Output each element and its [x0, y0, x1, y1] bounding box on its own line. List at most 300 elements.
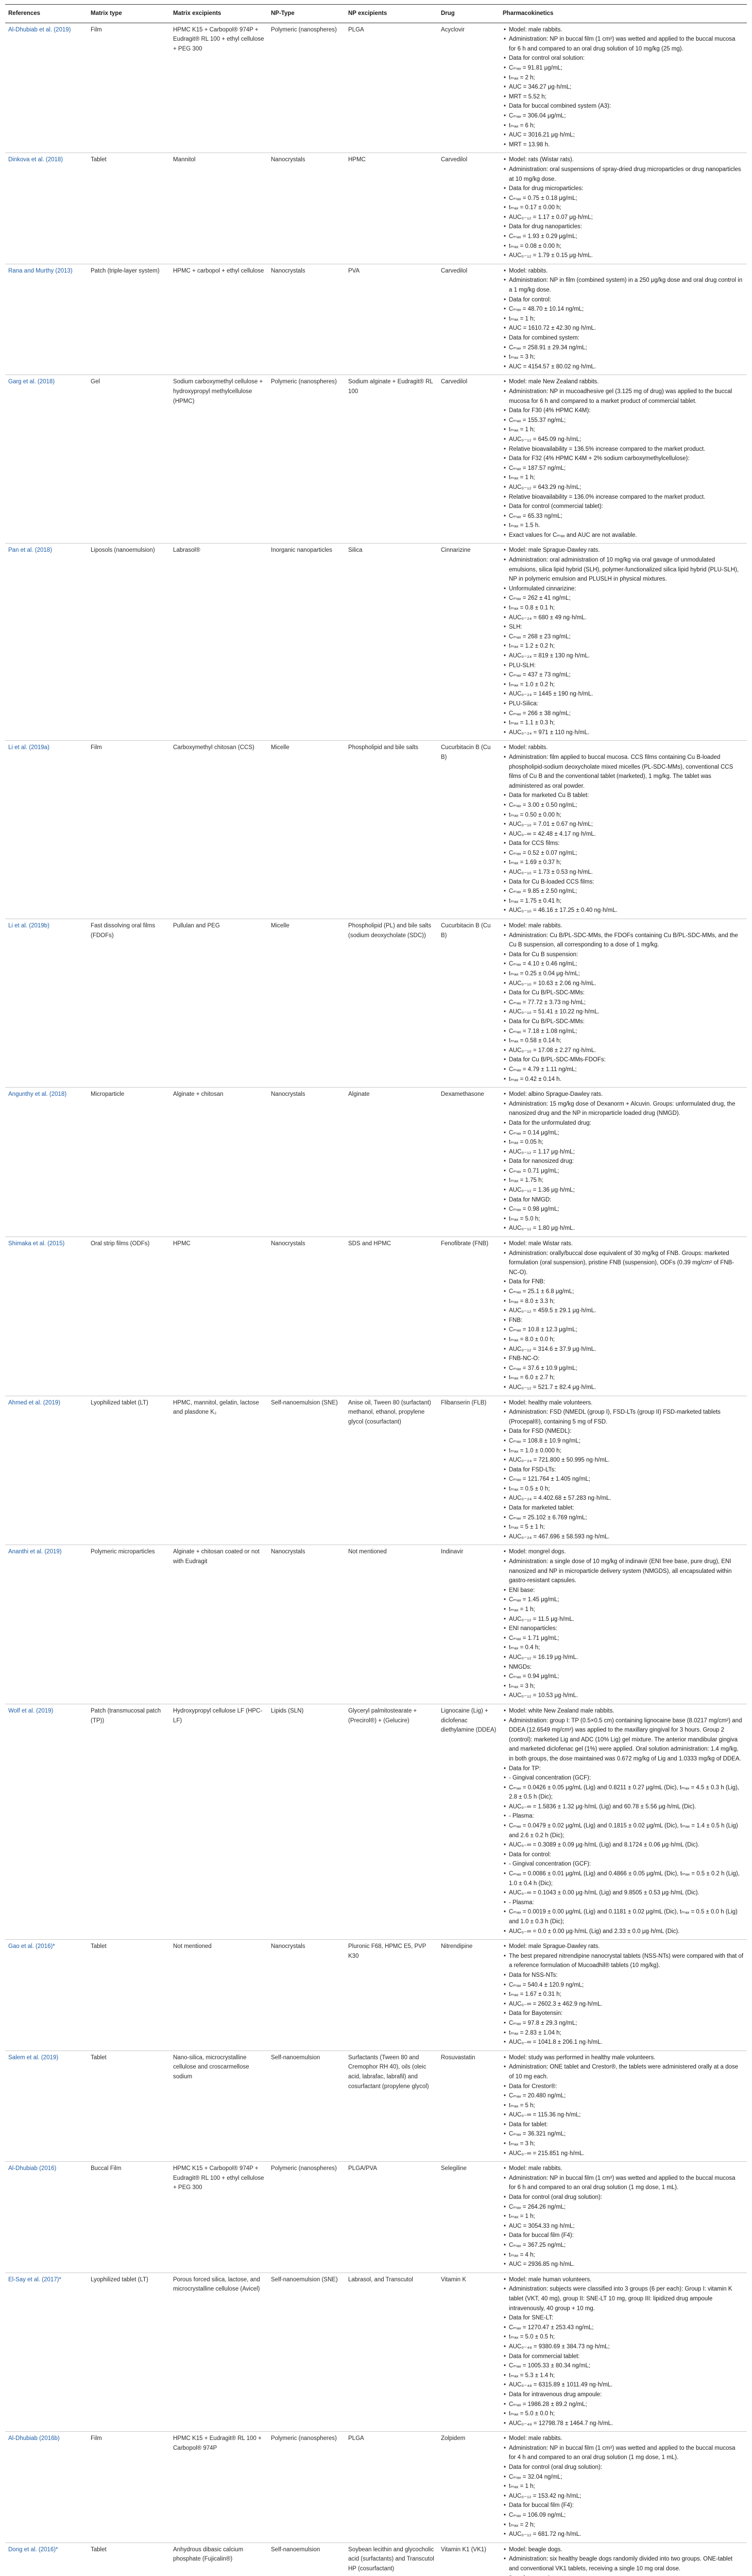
- pharmacokinetics-item: • AUC₀₋∞ = 1041.8 ± 206.1 ng·h/mL.: [503, 2038, 744, 2047]
- pharmacokinetics-item: • Data for control (oral drug solution):: [503, 2193, 744, 2202]
- np-type-cell: Nanocrystals: [268, 1545, 345, 1704]
- pharmacokinetics-item: • AUC₀₋₁₂ = 153.42 ng·h/mL;: [503, 2492, 744, 2501]
- pharmacokinetics-item: • Cₘₐₓ = 0.0086 ± 0.01 μg/mL (Lig) and 0.4866 ± 0.05 μg/mL (Dic), tₘₐₓ = 0.5 ± 0.2 h (Lig), 1.0 ± 0.4 h (Dic);: [503, 1869, 744, 1888]
- pharmacokinetics-item: • Data for marketed Cu B tablet:: [503, 791, 744, 801]
- pharmacokinetics-item: • Cₘₐₓ = 187.57 ng/mL;: [503, 464, 744, 473]
- matrix-excipients-cell: Anhydrous dibasic calcium phosphate (Fujicalin®): [170, 2543, 268, 2576]
- pharmacokinetics-item: • AUC₀₋₄₈ = 6315.89 ± 1011.49 ng·h/mL.: [503, 2380, 744, 2390]
- pharmacokinetics-cell: [500, 264, 747, 375]
- pharmacokinetics-item: • Model: healthy male volunteers.: [503, 1398, 744, 1408]
- pharmacokinetics-item: • Relative bioavailability = 136.0% increase compared to the market product.: [503, 493, 744, 502]
- np-excipients-cell: Soybean lecithin and glycocholic acid (surfactants) and Transcutol HP (cosurfactant): [345, 2543, 438, 2576]
- pharmacokinetics-item: • - Plasma:: [503, 1898, 744, 1908]
- drug-cell: Cinnarizine: [438, 544, 500, 741]
- drug-cell: Acyclovir: [438, 23, 500, 153]
- pharmacokinetics-cell: [500, 1704, 747, 1939]
- pharmacokinetics-item: • Cₘₐₓ = 0.98 μg/mL;: [503, 1205, 744, 1214]
- np-excipients-cell: PLGA: [345, 23, 438, 153]
- pharmacokinetics-item: • AUC₀₋₁₂ = 521.7 ± 82.4 μg·h/mL.: [503, 1383, 744, 1393]
- pharmacokinetics-list: [503, 2434, 744, 2539]
- pharmacokinetics-item: • Cₘₐₓ = 106.09 ng/mL;: [503, 2511, 744, 2520]
- pharmacokinetics-cell: [500, 23, 747, 153]
- table-header: [5, 5, 747, 23]
- pharmacokinetics-item: • Administration: a single dose of 10 mg/kg of indinavir (ENI free base, pure drug), ENI nanosized and NP in microparticle delivery system (NMGDS), all encapsulated within gastro-resistant capsules.: [503, 1557, 744, 1586]
- table-row: [5, 1704, 747, 1939]
- pharmacokinetics-item: • Model: rats (Wistar rats).: [503, 155, 744, 165]
- pharmacokinetics-item: • AUC₀₋₂₄ = 819 ± 130 ng·h/mL.: [503, 651, 744, 661]
- drug-cell: Nitrendipine: [438, 1940, 500, 2051]
- np-type-cell: Self-nanoemulsion (SNE): [268, 1396, 345, 1545]
- pharmacokinetics-item: • tₘₐₓ = 0.25 ± 0.04 μg·h/mL;: [503, 969, 744, 979]
- table-body: [5, 23, 747, 2576]
- pharmacokinetics-item: • Cₘₐₓ = 0.52 ± 0.07 ng/mL;: [503, 849, 744, 858]
- pharmacokinetics-item: • AUC₀₋₁₂ = 10.53 μg·h/mL.: [503, 1691, 744, 1701]
- pharmacokinetics-item: • Cₘₐₓ = 1.45 μg/mL;: [503, 1595, 744, 1605]
- drug-cell: Cucurbitacin B (Cu B): [438, 741, 500, 919]
- pharmacokinetics-list: [503, 1239, 744, 1393]
- pharmacokinetics-item: • Data for Cu B-loaded CCS films:: [503, 877, 744, 887]
- pharmacokinetics-item: • Data for FSD-LTs:: [503, 1465, 744, 1475]
- matrix-type-cell: Microparticle: [88, 1088, 170, 1237]
- table-row: [5, 153, 747, 264]
- pharmacokinetics-item: • Model: male Wistar rats.: [503, 1239, 744, 1249]
- pharmacokinetics-list: [503, 921, 744, 1084]
- pharmacokinetics-item: • AUC = 4154.57 ± 80.02 ng·h/mL.: [503, 362, 744, 372]
- pharmacokinetics-item: • Administration: NP in buccal film (1 cm²) was wetted and applied to the buccal mucosa for 4 h and compared to an oral drug solution (1 mg dose, 1 mL).: [503, 2444, 744, 2463]
- reference-cell[interactable]: Li et al. (2019b): [5, 919, 88, 1088]
- pharmacokinetics-item: • Model: male New Zealand rabbits.: [503, 377, 744, 387]
- reference-cell[interactable]: Shimaka et al. (2015): [5, 1237, 88, 1396]
- pharmacokinetics-item: • AUC₀₋₄₈ = 12798.78 ± 1464.7 ng·h/mL.: [503, 2419, 744, 2429]
- np-excipients-cell: SDS and HPMC: [345, 1237, 438, 1396]
- pharmacokinetics-cell: [500, 1545, 747, 1704]
- pharmacokinetics-item: • Cₘₐₓ = 266 ± 38 ng/mL;: [503, 709, 744, 719]
- pharmacokinetics-item: • AUC₀₋₁₂ = 645.09 ng·h/mL;: [503, 435, 744, 445]
- pharmacokinetics-item: • Data for F32 (4% HPMC K4M + 2% sodium carboxymethylcellulose):: [503, 454, 744, 464]
- pharmacokinetics-item: • tₘₐₓ = 2 h;: [503, 2520, 744, 2530]
- pharmacokinetics-list: [503, 1706, 744, 1936]
- pharmacokinetics-item: • NMGDs:: [503, 1663, 744, 1672]
- np-excipients-cell: PVA: [345, 264, 438, 375]
- np-excipients-cell: Not mentioned: [345, 1545, 438, 1704]
- pharmacokinetics-item: • Model: albino Sprague-Dawley rats.: [503, 1090, 744, 1099]
- matrix-excipients-cell: Carboxymethyl chitosan (CCS): [170, 741, 268, 919]
- pharmacokinetics-cell: [500, 544, 747, 741]
- np-type-cell: Polymeric (nanospheres): [268, 2432, 345, 2543]
- pharmacokinetics-item: • AUC₀₋₁₀ = 46.16 ± 17.25 ± 0.40 ng·h/mL.: [503, 906, 744, 916]
- np-excipients-cell: Labrasol, and Transcutol: [345, 2273, 438, 2432]
- pharmacokinetics-item: • Administration: oral suspensions of spray-dried drug microparticles or drug nanoparticles at 10 mg/kg dose.: [503, 165, 744, 184]
- reference-cell[interactable]: Al-Dhubiab (2016b): [5, 2432, 88, 2543]
- pharmacokinetics-item: • Administration: film applied to buccal mucosa. CCS films containing Cu B-loaded phospholipid-sodium deoxycholate mixed micelles (PL-SDC-MMs), conventional CCS films of Cu B and the conventional tablet (marketed), 1 mg/kg. The tablet was administered as oral powder.: [503, 753, 744, 791]
- reference-cell[interactable]: Gao et al. (2016)*: [5, 1940, 88, 2051]
- pharmacokinetics-item: • Cₘₐₓ = 262 ± 41 ng/mL;: [503, 594, 744, 603]
- matrix-type-cell: Tablet: [88, 2543, 170, 2576]
- pharmacokinetics-cell: [500, 2543, 747, 2576]
- pharmacokinetics-item: • AUC₀₋₁₀ = 10.63 ± 2.06 ng·h/mL.: [503, 979, 744, 989]
- pharmacokinetics-item: • Cₘₐₓ = 268 ± 23 ng/mL;: [503, 632, 744, 642]
- pharmacokinetics-item: • AUC₀₋₁₂ = 459.5 ± 29.1 μg·h/mL.: [503, 1306, 744, 1316]
- table-row: [5, 264, 747, 375]
- pharmacokinetics-item: • Data for NSS-NTs:: [503, 1971, 744, 1980]
- pharmacokinetics-list: [503, 25, 744, 150]
- pharmacokinetics-item: • Administration: six healthy beagle dogs randomly divided into two groups. ONE-tablet and conventional VK1 tablets, receiving a single 10 mg oral dose.: [503, 2554, 744, 2573]
- pharmacokinetics-list: [503, 2053, 744, 2159]
- drug-cell: Flibanserin (FLB): [438, 1396, 500, 1545]
- matrix-excipients-cell: Pullulan and PEG: [170, 919, 268, 1088]
- table-row: [5, 2050, 747, 2162]
- pharmacokinetics-item: • Cₘₐₓ = 540.4 ± 120.9 ng/mL;: [503, 1980, 744, 1990]
- pharmacokinetics-list: [503, 546, 744, 737]
- table-row: [5, 919, 747, 1088]
- pharmacokinetics-item: • Cₘₐₓ = 0.0019 ± 0.00 μg/mL (Lig) and 0.1181 ± 0.02 μg/mL (Dic), tₘₐₓ = 0.5 ± 0.0 h (Lig) and 1.0 ± 0.3 h (Dic);: [503, 1907, 744, 1926]
- pharmacokinetics-item: • Cₘₐₓ = 77.72 ± 3.73 ng·h/mL;: [503, 998, 744, 1008]
- pharmacokinetics-cell: [500, 741, 747, 919]
- np-excipients-cell: PLGA/PVA: [345, 2162, 438, 2273]
- np-excipients-cell: Pluronic F68, HPMC E5, PVP K30: [345, 1940, 438, 2051]
- np-type-cell: Nanocrystals: [268, 1088, 345, 1237]
- pharmacokinetics-item: • AUC₀₋∞ = 215.851 ng·h/mL.: [503, 2149, 744, 2159]
- matrix-excipients-cell: Alginate + chitosan coated or not with Eudragit: [170, 1545, 268, 1704]
- pharmacokinetics-item: • tₘₐₓ = 6 h;: [503, 121, 744, 131]
- pharmacokinetics-item: • Relative bioavailability = 136.5% increase compared to the market product.: [503, 445, 744, 454]
- pharmacokinetics-item: • Data for buccal combined system (A3):: [503, 101, 744, 111]
- pharmacokinetics-item: • Data for drug microparticles:: [503, 184, 744, 194]
- pharmacokinetics-list: [503, 2545, 744, 2576]
- pharmacokinetics-item: • Cₘₐₓ = 0.0426 ± 0.05 μg/mL (Lig) and 0.8211 ± 0.27 μg/mL (Dic), tₘₐₓ = 4.5 ± 0.3 h (Lig), 2.8 ± 0.5 h (Dic);: [503, 1783, 744, 1802]
- pharmacokinetics-item: • Model: male rabbits.: [503, 2434, 744, 2444]
- pharmacokinetics-item: • tₘₐₓ = 6.0 ± 2.7 h;: [503, 1373, 744, 1383]
- pharmacokinetics-cell: [500, 375, 747, 544]
- pharmacokinetics-item: • AUC₀₋∞ = 42.48 ± 4.17 ng·h/mL.: [503, 829, 744, 839]
- drug-cell: Dexamethasone: [438, 1088, 500, 1237]
- pharmacokinetics-item: • Cₘₐₓ = 1005.33 ± 80.34 ng/mL;: [503, 2361, 744, 2371]
- matrix-type-cell: Lyophilized tablet (LT): [88, 2273, 170, 2432]
- pharmacokinetics-item: • Cₘₐₓ = 264.26 ng/mL;: [503, 2202, 744, 2212]
- pharmacokinetics-item: • AUC₀₋∞ = 0.1043 ± 0.00 μg·h/mL (Lig) and 9.8505 ± 0.53 μg·h/mL (Dic).: [503, 1888, 744, 1898]
- pharmacokinetics-item: • tₘₐₓ = 0.4 h;: [503, 1643, 744, 1653]
- pharmacokinetics-item: • Cₘₐₓ = 4.10 ± 0.46 ng/mL;: [503, 959, 744, 969]
- reference-cell[interactable]: Ahmed et al. (2019): [5, 1396, 88, 1545]
- drug-cell: Selegiline: [438, 2162, 500, 2273]
- pharmacokinetics-item: • Cₘₐₓ = 0.71 μg/mL;: [503, 1166, 744, 1176]
- pharmacokinetics-cell: [500, 2273, 747, 2432]
- np-type-cell: Nanocrystals: [268, 153, 345, 264]
- pharmacokinetics-item: • tₘₐₓ = 5 ± 1 h;: [503, 1522, 744, 1532]
- pharmacokinetics-item: • tₘₐₓ = 3 h;: [503, 352, 744, 362]
- pharmacokinetics-item: • Data for nanosized drug:: [503, 1157, 744, 1166]
- pharmacokinetics-cell: [500, 153, 747, 264]
- pharmacokinetics-item: • Cₘₐₓ = 36.321 ng/mL;: [503, 2129, 744, 2139]
- header-pharmacokinetics: Pharmacokinetics: [500, 5, 747, 23]
- table-row: [5, 544, 747, 741]
- matrix-type-cell: Fast dissolving oral films (FDOFs): [88, 919, 170, 1088]
- pharmacokinetics-item: • AUC₀₋₁₂ = 1.17 ± 0.07 μg·h/mL;: [503, 213, 744, 223]
- pharmacokinetics-item: • Data for Crestor®:: [503, 2082, 744, 2092]
- pharmacokinetics-item: • Data for CCS films:: [503, 839, 744, 849]
- pharmacokinetics-item: • tₘₐₓ = 2 h;: [503, 73, 744, 83]
- pharmacokinetics-item: • tₘₐₓ = 0.8 ± 0.1 h;: [503, 603, 744, 613]
- pharmacokinetics-item: • Cₘₐₓ = 306.04 μg/mL;: [503, 111, 744, 121]
- pharmacokinetics-item: • ENI base:: [503, 1586, 744, 1596]
- pharmacokinetics-item: • tₘₐₓ = 1 h;: [503, 314, 744, 324]
- pharmacokinetics-item: • Data for combined system:: [503, 333, 744, 343]
- pharmacokinetics-item: • AUC₀₋₁₂ = 314.6 ± 37.9 μg·h/mL.: [503, 1345, 744, 1354]
- pharmacokinetics-item: • Cₘₐₓ = 10.8 ± 12.3 μg/mL;: [503, 1325, 744, 1335]
- pharmacokinetics-item: • AUC₀₋∞ = 2602.3 ± 462.9 ng·h/mL.: [503, 1999, 744, 2009]
- pharmacokinetics-item: • tₘₐₓ = 0.50 ± 0.00 h;: [503, 810, 744, 820]
- reference-cell[interactable]: Ananthi et al. (2019): [5, 1545, 88, 1704]
- table-row: [5, 375, 747, 544]
- matrix-excipients-cell: Not mentioned: [170, 1940, 268, 2051]
- pharmacokinetics-item: • Data for Cu B suspension:: [503, 950, 744, 960]
- pharmacokinetics-item: • FNB:: [503, 1316, 744, 1326]
- pharmacokinetics-item: • Cₘₐₓ = 9.85 ± 2.50 ng/mL;: [503, 887, 744, 896]
- pharmacokinetics-item: • tₘₐₓ = 1.5 h.: [503, 521, 744, 531]
- pharmacokinetics-item: • Cₘₐₓ = 155.37 ng/mL;: [503, 416, 744, 426]
- pharmacokinetics-item: • Unformulated cinnarizine:: [503, 584, 744, 594]
- pharmacokinetics-item: • Data for F30 (4% HPMC K4M):: [503, 406, 744, 416]
- reference-cell[interactable]: Al-Dhubiab et al. (2019): [5, 23, 88, 153]
- pharmacokinetics-item: • Data for buccal film (F4):: [503, 2231, 744, 2241]
- np-type-cell: Micelle: [268, 741, 345, 919]
- matrix-type-cell: Gel: [88, 375, 170, 544]
- pharmacokinetics-item: • PLU-Silica:: [503, 699, 744, 709]
- pharmacokinetics-item: • AUC₀₋₂₄ = 467.696 ± 58.593 ng·h/mL.: [503, 1532, 744, 1542]
- matrix-type-cell: Liposols (nanoemulsion): [88, 544, 170, 741]
- header-matrix-excipients: Matrix excipients: [170, 5, 268, 23]
- pharmacokinetics-item: • tₘₐₓ = 1 h;: [503, 1605, 744, 1615]
- reference-cell[interactable]: Wolf et al. (2019): [5, 1704, 88, 1939]
- pharmacokinetics-item: • Cₘₐₓ = 32.04 ng/mL;: [503, 2472, 744, 2482]
- pharmacokinetics-item: • AUC₀₋₁₂ = 1.79 ± 0.15 μg·h/mL.: [503, 251, 744, 261]
- pharmacokinetics-item: • Cₘₐₓ = 4.79 ± 1.11 ng/mL;: [503, 1065, 744, 1075]
- pharmacokinetics-item: • ENI nanoparticles:: [503, 1624, 744, 1634]
- pharmacokinetics-item: • tₘₐₓ = 5.0 ± 0.0 h;: [503, 2409, 744, 2419]
- pharmacokinetics-item: • tₘₐₓ = 0.42 ± 0.14 h.: [503, 1075, 744, 1084]
- table-row: [5, 1396, 747, 1545]
- pharmacokinetics-item: • Administration: oral administration of 10 mg/kg via oral gavage of unmodulated emulsions, silica lipid hybrid (SLH), polymer-functionalized silica lipid hybrid (PLU-SLH), NP in polymeric emulsion and PLUSLH in physical mixtures.: [503, 555, 744, 584]
- pharmacokinetics-item: • AUC₀₋₂₄ = 971 ± 110 ng·h/mL.: [503, 728, 744, 738]
- pharmacokinetics-item: • AUC₀₋∞ = 0.0 ± 0.00 μg·h/mL (Lig) and 2.33 ± 0.0 μg·h/mL (Dic).: [503, 1927, 744, 1937]
- reference-cell[interactable]: Angunthy et al. (2018): [5, 1088, 88, 1237]
- pharmacokinetics-item: • AUC = 2936.85 ng·h/mL.: [503, 2260, 744, 2269]
- reference-cell[interactable]: Rana and Murthy (2013): [5, 264, 88, 375]
- pharmacokinetics-item: • AUC₀₋₁₂ = 11.5 μg·h/mL.: [503, 1615, 744, 1624]
- pharmacokinetics-item: • Data for marketed tablet:: [503, 1503, 744, 1513]
- np-excipients-cell: Sodium alginate + Eudragit® RL 100: [345, 375, 438, 544]
- matrix-excipients-cell: HPMC K15 + Eudragit® RL 100 + Carbopol® 974P: [170, 2432, 268, 2543]
- matrix-excipients-cell: Sodium carboxymethyl cellulose + hydroxypropyl methylcellulose (HPMC): [170, 375, 268, 544]
- reference-cell[interactable]: Pan et al. (2018): [5, 544, 88, 741]
- header-np-type: NP-Type: [268, 5, 345, 23]
- pharmacokinetics-item: • - Gingival concentration (GCF):: [503, 1859, 744, 1869]
- pharmacokinetics-cell: [500, 2432, 747, 2543]
- pharmacokinetics-item: • Cₘₐₓ = 91.81 μg/mL;: [503, 63, 744, 73]
- pharmacokinetics-list: [503, 1942, 744, 2047]
- np-excipients-cell: Alginate: [345, 1088, 438, 1237]
- pharmacokinetics-item: • Data for the unformulated drug:: [503, 1118, 744, 1128]
- np-type-cell: Nanocrystals: [268, 1940, 345, 2051]
- pharmacokinetics-list: [503, 155, 744, 261]
- np-excipients-cell: PLGA: [345, 2432, 438, 2543]
- pharmacokinetics-item: • Administration: orally/buccal dose equivalent of 30 mg/kg of FNB. Groups: marketed formulation (oral suspension), pristine FNB (suspension), ODFs (0.39 mg/cm² of FNB-NC-O).: [503, 1249, 744, 1278]
- pharmacokinetics-item: • Cₘₐₓ = 108.8 ± 10.9 ng/mL;: [503, 1436, 744, 1446]
- pharmacokinetics-item: • Cₘₐₓ = 25.1 ± 6.8 μg/mL;: [503, 1287, 744, 1297]
- np-type-cell: Polymeric (nanospheres): [268, 2162, 345, 2273]
- pharmacokinetics-item: • tₘₐₓ = 0.17 ± 0.00 h;: [503, 203, 744, 213]
- pharmacokinetics-list: [503, 1090, 744, 1233]
- pharmacokinetics-item: • Data for Cu B/PL-SDC-MMs-FDOFs:: [503, 1055, 744, 1065]
- table-row: [5, 1088, 747, 1237]
- table-row: [5, 2543, 747, 2576]
- reference-cell[interactable]: Salem et al. (2019): [5, 2050, 88, 2162]
- header-matrix-type: Matrix type: [88, 5, 170, 23]
- pharmacokinetics-item: • Cₘₐₓ = 0.75 ± 0.18 μg/mL;: [503, 194, 744, 204]
- pharmacokinetics-item: • AUC₀₋₁₀ = 51.41 ± 10.22 ng·h/mL.: [503, 1007, 744, 1017]
- matrix-excipients-cell: HPMC K15 + Carbopol® 974P + Eudragit® RL 100 + ethyl cellulose + PEG 300: [170, 2162, 268, 2273]
- header-references: References: [5, 5, 88, 23]
- pharmacokinetics-item: • AUC = 3054.33 ng·h/mL;: [503, 2222, 744, 2231]
- pharmacokinetics-item: • Data for drug nanoparticles:: [503, 222, 744, 232]
- drug-cell: Carvedilol: [438, 153, 500, 264]
- matrix-type-cell: Buccal Film: [88, 2162, 170, 2273]
- pharmacokinetics-item: • Data for intravenous drug ampoule:: [503, 2390, 744, 2400]
- pharmacokinetics-item: • AUC₀₋₁₂ = 1.36 μg·h/mL;: [503, 1185, 744, 1195]
- pharmacokinetics-item: • Model: male rabbits.: [503, 25, 744, 35]
- np-type-cell: Micelle: [268, 919, 345, 1088]
- table-row: [5, 2432, 747, 2543]
- pharmacokinetics-cell: [500, 2050, 747, 2162]
- pharmacokinetics-item: • tₘₐₓ = 5.3 ± 1.4 h;: [503, 2371, 744, 2381]
- pharmacokinetics-item: • tₘₐₓ = 0.05 h;: [503, 1138, 744, 1147]
- drug-cell: Carvedilol: [438, 375, 500, 544]
- np-type-cell: Self-nanoemulsion: [268, 2543, 345, 2576]
- pharmacokinetics-item: • tₘₐₓ = 5 h;: [503, 2101, 744, 2111]
- pharmacokinetics-item: • AUC₀₋₂₄ = 1445 ± 190 ng·h/mL.: [503, 689, 744, 699]
- np-excipients-cell: Glyceryl palmitostearate + (Precirol®) + (Gelucire): [345, 1704, 438, 1939]
- pharmacokinetics-item: • Model: white New Zealand male rabbits.: [503, 1706, 744, 1716]
- pharmacokinetics-item: • tₘₐₓ = 1.0 ± 0.000 h;: [503, 1446, 744, 1456]
- pharmacokinetics-cell: [500, 1396, 747, 1545]
- pharmacokinetics-item: • Data for tablet:: [503, 2120, 744, 2130]
- pharmacokinetics-item: • Model: rabbits.: [503, 743, 744, 753]
- pharmacokinetics-item: • Data for Cu B/PL-SDC-MMs:: [503, 988, 744, 998]
- pharmacokinetics-item: • - Plasma:: [503, 1811, 744, 1821]
- np-type-cell: Self-nanoemulsion: [268, 2050, 345, 2162]
- reference-cell[interactable]: El-Say et al. (2017)*: [5, 2273, 88, 2432]
- table-row: [5, 1545, 747, 1704]
- matrix-excipients-cell: HPMC + carbopol + ethyl cellulose: [170, 264, 268, 375]
- drug-cell: Lignocaine (Lig) + diclofenac diethylamine (DDEA): [438, 1704, 500, 1939]
- reference-cell[interactable]: Dong et al. (2016)*: [5, 2543, 88, 2576]
- matrix-type-cell: Lyophilized tablet (LT): [88, 1396, 170, 1545]
- matrix-excipients-cell: Porous forced silica, lactose, and microcrystalline cellulose (Avicel): [170, 2273, 268, 2432]
- pharmacokinetics-item: • tₘₐₓ = 1 h;: [503, 2212, 744, 2222]
- table-row: [5, 1237, 747, 1396]
- matrix-excipients-cell: HPMC, mannitol, gelatin, lactose and plasdone K₂: [170, 1396, 268, 1545]
- drug-cell: Fenofibrate (FNB): [438, 1237, 500, 1396]
- reference-cell[interactable]: Dinkova et al. (2018): [5, 153, 88, 264]
- pharmacokinetics-item: • Data for control:: [503, 295, 744, 305]
- pharmacokinetics-cell: [500, 2162, 747, 2273]
- pharmacokinetics-item: • Administration: NP in film (combined system) in a 250 μg/kg dose and oral drug control in a 1 mg/kg dose.: [503, 276, 744, 295]
- np-type-cell: Nanocrystals: [268, 264, 345, 375]
- pharmacokinetics-item: • Cₘₐₓ = 48.70 ± 10.14 ng/mL;: [503, 304, 744, 314]
- pharmacokinetics-item: • Cₘₐₓ = 1986.28 ± 89.2 ng/mL;: [503, 2400, 744, 2410]
- pharmacokinetics-item: • Data for TP:: [503, 1764, 744, 1774]
- pharmacokinetics-item: • tₘₐₓ = 5.0 h;: [503, 1214, 744, 1224]
- pharmacokinetics-item: • FNB-NC-O:: [503, 1354, 744, 1364]
- table-row: [5, 741, 747, 919]
- pharmacokinetics-item: • Model: male rabbits.: [503, 921, 744, 931]
- pharmacokinetics-item: • Cₘₐₓ = 1.93 ± 0.29 μg/mL;: [503, 232, 744, 242]
- reference-cell[interactable]: Garg et al. (2018): [5, 375, 88, 544]
- np-excipients-cell: Phospholipid (PL) and bile salts (sodium deoxycholate (SDC)): [345, 919, 438, 1088]
- pharmacokinetics-item: • Data for buccal film (F4):: [503, 2501, 744, 2511]
- pharmacokinetics-item: • AUC₀₋∞ = 0.3089 ± 0.09 μg·h/mL (Lig) and 8.1724 ± 0.06 μg·h/mL (Dic).: [503, 1840, 744, 1850]
- pharmacokinetics-item: • Administration: NP in buccal film (1 cm²) was wetted and applied to the buccal mucosa for 6 h and compared to an oral drug solution of 10 mg/kg (25 mg).: [503, 35, 744, 54]
- pharmacokinetics-item: • tₘₐₓ = 3 h;: [503, 2139, 744, 2149]
- np-type-cell: Nanocrystals: [268, 1237, 345, 1396]
- np-type-cell: Inorganic nanoparticles: [268, 544, 345, 741]
- pharmacokinetics-item: • tₘₐₓ = 3 h;: [503, 1682, 744, 1691]
- pharmacokinetics-item: • Cₘₐₓ = 0.0479 ± 0.02 μg/mL (Lig) and 0.1815 ± 0.02 μg/mL (Dic), tₘₐₓ = 1.4 ± 0.5 h (Lig) and 2.6 ± 0.2 h (Dic);: [503, 1821, 744, 1840]
- matrix-type-cell: Tablet: [88, 153, 170, 264]
- pharmacokinetics-item: • Data for control oral solution:: [503, 54, 744, 63]
- pharmacokinetics-item: • AUC₀₋₄₈ = 9380.69 ± 384.73 ng·h/mL;: [503, 2342, 744, 2352]
- pharmacokinetics-item: • AUC₀₋₁₀ = 17.08 ± 2.27 ng·h/mL.: [503, 1046, 744, 1056]
- pharmacokinetics-list: [503, 743, 744, 916]
- pharmacokinetics-item: • tₘₐₓ = 1 h;: [503, 2482, 744, 2492]
- matrix-type-cell: Tablet: [88, 1940, 170, 2051]
- np-excipients-cell: Phospholipid and bile salts: [345, 741, 438, 919]
- pharmacokinetics-item: • Data for commercial tablet:: [503, 2352, 744, 2362]
- drug-cell: Zolpidem: [438, 2432, 500, 2543]
- pharmacokinetics-item: • Cₘₐₓ = 25.102 ± 6.769 ng/mL;: [503, 1513, 744, 1523]
- np-type-cell: Self-nanoemulsion (SNE): [268, 2273, 345, 2432]
- pharmacokinetics-item: • AUC₀₋₁₀ = 1.73 ± 0.53 ng·h/mL.: [503, 868, 744, 877]
- matrix-type-cell: Film: [88, 2432, 170, 2543]
- pharmacokinetics-list: [503, 1547, 744, 1701]
- reference-cell[interactable]: Al-Dhubiab (2016): [5, 2162, 88, 2273]
- pharmacokinetics-item: • Administration: subjects were classified into 3 groups (6 per each): Group I: vitamin K tablet (VKT, 40 mg), group II: SNE-LT 10 mg, group III: lipidized drug ampoule intravenously, 40 group + 10 mg.: [503, 2284, 744, 2313]
- pharmacokinetics-item: • AUC₀₋₁₂ = 1.17 μg·h/mL;: [503, 1147, 744, 1157]
- pharmacokinetics-item: • Data for FNB:: [503, 1277, 744, 1287]
- pharmacokinetics-item: • tₘₐₓ = 4 h;: [503, 2250, 744, 2260]
- drug-cell: Vitamin K: [438, 2273, 500, 2432]
- pharmacokinetics-item: • AUC₀₋₁₀ = 7.01 ± 0.67 ng·h/mL;: [503, 820, 744, 829]
- pharmacokinetics-item: • Data for Cu B/PL-SDC-MMs:: [503, 1017, 744, 1027]
- pharmacokinetics-item: • Data for control (oral drug solution):: [503, 2463, 744, 2472]
- pharmacokinetics-list: [503, 1398, 744, 1542]
- matrix-excipients-cell: Hydroxypropyl cellulose LF (HPC-LF): [170, 1704, 268, 1939]
- pharmacokinetics-item: • Cₘₐₓ = 367.25 ng/mL;: [503, 2241, 744, 2250]
- pharmacokinetics-list: [503, 377, 744, 540]
- pharmacokinetics-item: • tₘₐₓ = 0.5 ± 0 h;: [503, 1484, 744, 1494]
- reference-cell[interactable]: Li et al. (2019a): [5, 741, 88, 919]
- drug-cell: Indinavir: [438, 1545, 500, 1704]
- matrix-excipients-cell: Labrasol®: [170, 544, 268, 741]
- pharmacokinetics-item: • Model: beagle dogs.: [503, 2545, 744, 2555]
- pharmacokinetics-cell: [500, 1088, 747, 1237]
- matrix-type-cell: Film: [88, 741, 170, 919]
- table-row: [5, 1940, 747, 2051]
- matrix-type-cell: Film: [88, 23, 170, 153]
- pharmacokinetics-item: • Model: male Sprague-Dawley rats.: [503, 1942, 744, 1952]
- pharmacokinetics-item: [503, 2574, 744, 2576]
- pharmacokinetics-item: • AUC₀₋∞ = 115.36 ng·h/mL;: [503, 2110, 744, 2120]
